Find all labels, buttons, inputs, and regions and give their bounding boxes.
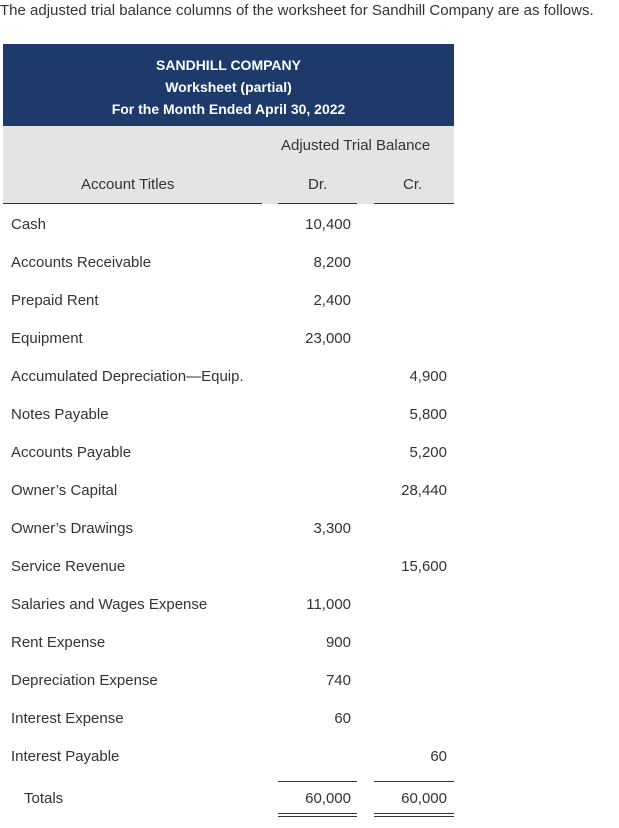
column-header [3,126,454,204]
table-row [3,520,454,558]
debit-amount: 11,000 [306,596,351,613]
credit-header: Cr. [403,176,423,193]
credit-amount: 28,440 [401,482,447,499]
table-row [3,710,454,748]
debit-total-rule [278,781,357,782]
credit-total-rule [374,781,454,782]
credit-amount: 5,800 [409,406,447,423]
account-title: Accounts Receivable [11,254,152,271]
worksheet-header [3,44,454,126]
table-row [3,330,454,368]
credit-double-rule-2 [374,816,454,817]
account-title: Equipment [11,330,83,347]
debit-double-rule-2 [278,816,357,817]
debit-double-rule-1 [278,813,357,814]
debit-amount: 8,200 [313,254,351,271]
account-title: Owner’s Drawings [11,520,133,537]
table-row [3,672,454,710]
account-title: Depreciation Expense [11,672,158,689]
debit-amount: 2,400 [313,292,351,309]
account-titles-header: Account Titles [81,176,175,193]
credit-double-rule-1 [374,813,454,814]
account-title: Rent Expense [11,634,106,651]
debit-total: 60,000 [305,790,351,807]
table-row [3,406,454,444]
table-row [3,368,454,406]
table-row [3,444,454,482]
account-title: Interest Expense [11,710,124,727]
account-header-rule [3,203,262,204]
credit-amount: 15,600 [401,558,447,575]
intro-text: The adjusted trial balance columns of the worksheet for Sandhill Company are as follows. [0,2,594,19]
worksheet-period: For the Month Ended April 30, 2022 [111,101,346,117]
account-title: Prepaid Rent [11,292,99,309]
debit-amount: 740 [325,672,351,689]
table-row [3,292,454,330]
account-title: Accounts Payable [11,444,132,461]
account-title: Salaries and Wages Expense [11,596,208,613]
account-title: Notes Payable [11,406,109,423]
debit-amount: 23,000 [305,330,351,347]
debit-header: Dr. [308,176,328,193]
account-title: Service Revenue [11,558,126,575]
totals-row [3,790,454,828]
account-title: Interest Payable [11,748,120,765]
credit-total: 60,000 [401,790,447,807]
company-name: SANDHILL COMPANY [156,57,301,73]
table-row [3,254,454,292]
totals-label: Totals [24,790,64,807]
credit-amount: 4,900 [409,368,447,385]
debit-amount: 3,300 [313,520,351,537]
table-row [3,634,454,672]
table-row [3,216,454,254]
debit-amount: 60 [334,710,351,727]
worksheet-title: Worksheet (partial) [165,79,292,95]
credit-header-rule [374,203,454,204]
account-title: Cash [11,216,47,233]
table-row [3,558,454,596]
account-title: Accumulated Depreciation—Equip. [11,368,244,385]
debit-amount: 10,400 [305,216,351,233]
adjusted-trial-balance-label: Adjusted Trial Balance [281,137,431,154]
credit-amount: 60 [430,748,447,765]
account-title: Owner’s Capital [11,482,118,499]
table-row [3,596,454,634]
worksheet [3,44,454,807]
debit-header-rule [278,203,357,204]
table-row [3,482,454,520]
credit-amount: 5,200 [409,444,447,461]
debit-amount: 900 [325,634,351,651]
